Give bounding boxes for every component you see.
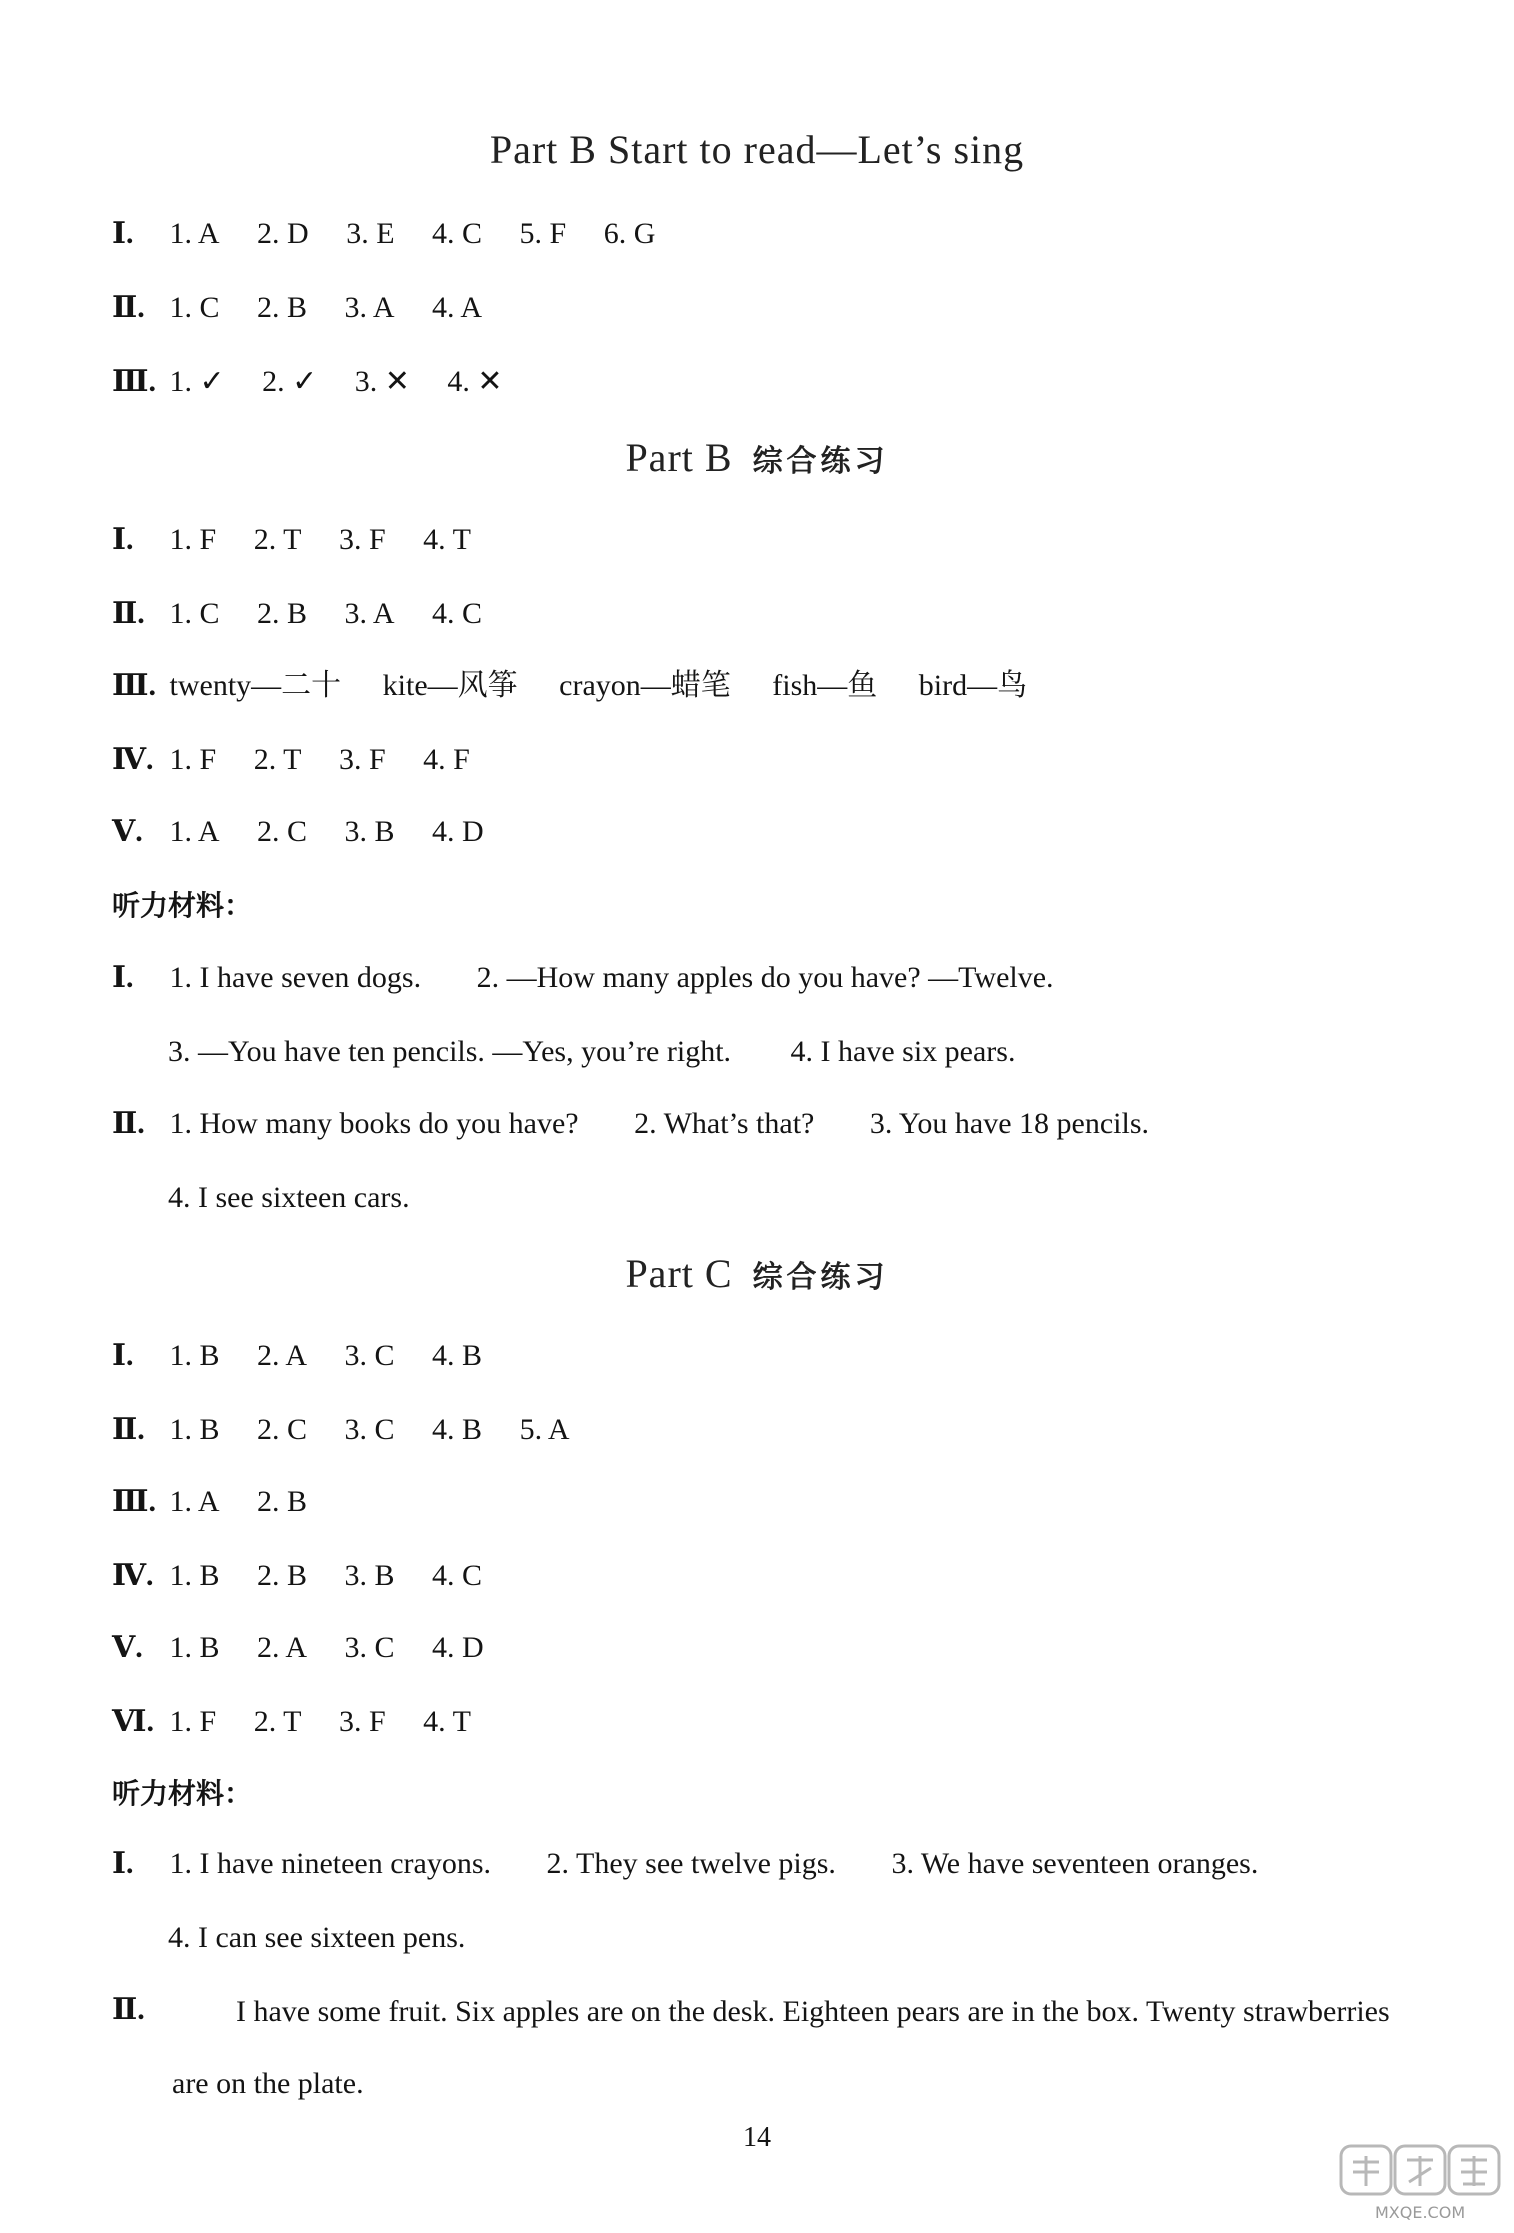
answer-item: 2. C bbox=[257, 815, 308, 848]
answer-item: 4. C bbox=[432, 597, 483, 630]
row-number: Ⅴ. bbox=[112, 815, 143, 848]
answer-item: 2. A bbox=[257, 1631, 308, 1664]
answer-item: 3. F bbox=[338, 743, 386, 776]
answer-item: 1. F bbox=[169, 1705, 217, 1738]
watermark-logo bbox=[1333, 2142, 1508, 2227]
answer-item: 3. C bbox=[344, 1631, 395, 1664]
answer-item: 3. B bbox=[344, 815, 395, 848]
row-number: Ⅰ. bbox=[112, 961, 134, 994]
section-heading-part-b-practice bbox=[0, 434, 1514, 481]
answer-item: 3. ✕ bbox=[354, 365, 410, 398]
section-heading-part-c-practice bbox=[0, 1250, 1514, 1297]
answer-item: 4. A bbox=[432, 291, 483, 324]
row-number: Ⅱ. bbox=[112, 1993, 145, 2026]
row-number: Ⅲ. bbox=[112, 669, 157, 702]
answer-item: 2. C bbox=[257, 1413, 308, 1446]
answer-item: 3. F bbox=[338, 523, 386, 556]
word-pair: kite—风筝 bbox=[382, 669, 518, 702]
answer-item: 1. ✓ bbox=[169, 365, 225, 398]
answer-item: 2. B bbox=[257, 1559, 308, 1592]
answer-item: 6. G bbox=[603, 217, 656, 250]
word-pair: crayon—蜡笔 bbox=[559, 669, 731, 702]
row-number: Ⅰ. bbox=[112, 217, 134, 250]
listening-sentence: 2. They see twelve pigs. bbox=[546, 1847, 836, 1880]
answer-item: 3. F bbox=[338, 1705, 386, 1738]
listening-row bbox=[112, 1102, 1197, 1146]
answer-row bbox=[112, 1408, 600, 1452]
listening-sentence: 1. How many books do you have? bbox=[169, 1107, 579, 1140]
answer-row bbox=[112, 1700, 501, 1744]
listening-sentence: 3. You have 18 pencils. bbox=[869, 1107, 1149, 1140]
answer-item: 2. T bbox=[253, 523, 302, 556]
section-heading-part-b-start-to-read: Part B Start to read—Let’s sing bbox=[489, 127, 1025, 172]
answer-item: 4. D bbox=[432, 815, 484, 848]
listening-row bbox=[168, 1030, 1063, 1074]
watermark-text: MXQE.COM bbox=[1375, 2203, 1466, 2222]
answer-row bbox=[112, 810, 514, 854]
row-number: Ⅰ. bbox=[112, 523, 134, 556]
heading-cn: 综合练习 bbox=[752, 1260, 889, 1295]
answer-row bbox=[112, 286, 512, 330]
row-number: Ⅳ. bbox=[112, 743, 154, 776]
answer-row bbox=[112, 212, 685, 256]
listening-material-label: 听力材料： bbox=[112, 889, 253, 922]
answer-item: 5. A bbox=[519, 1413, 570, 1446]
answer-item: 1. A bbox=[169, 217, 220, 250]
answer-item: 4. B bbox=[432, 1413, 483, 1446]
row-number: Ⅲ. bbox=[112, 365, 157, 398]
answer-item: 2. D bbox=[257, 217, 309, 250]
answer-item: 2. T bbox=[253, 743, 302, 776]
listening-sentence: 4. I have six pears. bbox=[790, 1035, 1016, 1068]
answer-item: 1. F bbox=[169, 523, 217, 556]
answer-item: 1. A bbox=[169, 815, 220, 848]
answer-item: 3. B bbox=[344, 1559, 395, 1592]
answer-site-logo-icon bbox=[1333, 2142, 1508, 2227]
answer-item: 2. T bbox=[253, 1705, 302, 1738]
answer-item: 2. B bbox=[257, 291, 308, 324]
answer-item: 4. C bbox=[432, 1559, 483, 1592]
row-number: Ⅴ. bbox=[112, 1631, 143, 1664]
answer-row bbox=[112, 1626, 514, 1670]
row-number: Ⅲ. bbox=[112, 1485, 157, 1518]
answer-row bbox=[112, 738, 500, 782]
row-number: Ⅵ. bbox=[112, 1705, 154, 1738]
answer-item: 1. B bbox=[169, 1339, 220, 1372]
answer-row bbox=[112, 592, 512, 636]
heading-en: Part C bbox=[625, 1251, 733, 1296]
listening-sentence: 1. I have nineteen crayons. bbox=[169, 1847, 492, 1880]
listening-sentence: 4. I can see sixteen pens. bbox=[168, 1921, 466, 1954]
answer-item: 2. B bbox=[257, 1485, 308, 1518]
answer-row bbox=[112, 1554, 512, 1598]
answer-item: 2. A bbox=[257, 1339, 308, 1372]
listening-sentence: 2. What’s that? bbox=[634, 1107, 815, 1140]
answer-item: 4. ✕ bbox=[447, 365, 503, 398]
answer-item: 4. T bbox=[423, 523, 471, 556]
answer-item: 1. F bbox=[169, 743, 217, 776]
listening-sentence: 3. —You have ten pencils. —Yes, you’re right. bbox=[168, 1035, 732, 1068]
answer-item: 3. A bbox=[344, 597, 395, 630]
word-pair: twenty—二十 bbox=[169, 669, 342, 702]
answer-item: 1. B bbox=[169, 1413, 220, 1446]
answer-item: 5. F bbox=[519, 217, 567, 250]
answer-item: 2. ✓ bbox=[262, 365, 318, 398]
answer-item: 2. B bbox=[257, 597, 308, 630]
answer-item: 1. C bbox=[169, 597, 220, 630]
answer-row bbox=[112, 664, 1057, 708]
row-number: Ⅱ. bbox=[112, 1107, 145, 1140]
answer-item: 1. A bbox=[169, 1485, 220, 1518]
listening-sentence: 2. —How many apples do you have? —Twelve. bbox=[476, 961, 1054, 994]
answer-row bbox=[112, 1480, 337, 1524]
answer-item: 4. D bbox=[432, 1631, 484, 1664]
answer-item: 4. B bbox=[432, 1339, 483, 1372]
answer-item: 4. F bbox=[423, 743, 470, 776]
listening-row bbox=[112, 956, 1102, 1000]
answer-item: 1. C bbox=[169, 291, 220, 324]
listening-sentence: 4. I see sixteen cars. bbox=[168, 1181, 410, 1214]
heading-en: Part B bbox=[625, 435, 733, 480]
listening-row bbox=[168, 1916, 513, 1960]
answer-row bbox=[112, 360, 533, 404]
listening-paragraph: I have some fruit. Six apples are on the desk. Eighteen pears are in the box. Twenty strawberries are on the plate. bbox=[172, 1995, 1390, 2100]
row-number: Ⅰ. bbox=[112, 1339, 134, 1372]
row-number: Ⅰ. bbox=[112, 1847, 134, 1880]
answer-item: 4. T bbox=[423, 1705, 471, 1738]
listening-material-label: 听力材料： bbox=[112, 1777, 253, 1810]
answer-row bbox=[112, 518, 501, 562]
answer-item: 3. E bbox=[346, 217, 395, 250]
answer-row bbox=[112, 1334, 512, 1378]
word-pair: fish—鱼 bbox=[772, 669, 878, 702]
answer-item: 3. C bbox=[344, 1413, 395, 1446]
answer-item: 3. C bbox=[344, 1339, 395, 1372]
answer-item: 3. A bbox=[344, 291, 395, 324]
listening-sentence: 3. We have seventeen oranges. bbox=[891, 1847, 1259, 1880]
row-number: Ⅱ. bbox=[112, 291, 145, 324]
listening-row bbox=[168, 1176, 458, 1220]
row-number: Ⅳ. bbox=[112, 1559, 154, 1592]
heading-cn: 综合练习 bbox=[752, 444, 889, 479]
listening-sentence: 1. I have seven dogs. bbox=[169, 961, 422, 994]
answer-item: 1. B bbox=[169, 1559, 220, 1592]
answer-item: 4. C bbox=[432, 217, 483, 250]
page-number: 14 bbox=[743, 2122, 771, 2153]
row-number: Ⅱ. bbox=[112, 597, 145, 630]
word-pair: bird—鸟 bbox=[918, 669, 1028, 702]
listening-row bbox=[112, 1842, 1258, 1886]
answer-item: 1. B bbox=[169, 1631, 220, 1664]
row-number: Ⅱ. bbox=[112, 1413, 145, 1446]
